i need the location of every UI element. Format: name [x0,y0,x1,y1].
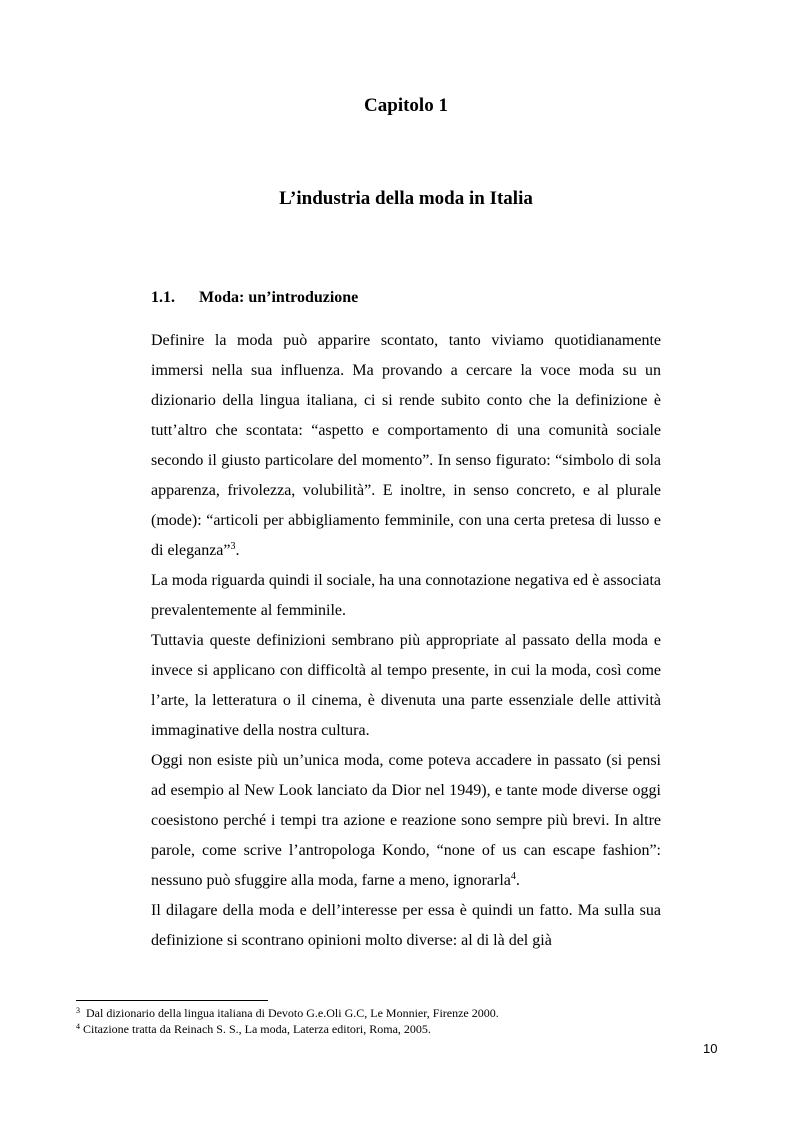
paragraph [151,326,661,566]
section-heading [151,289,358,307]
paragraph-text: Definire la moda può apparire scontato, tanto viviamo quotidianamente immersi nella sua influenza. Ma provando a cercare la voce moda su un dizionario della lingua italiana, ci si rende subito conto che la definizione è tutt’altro che scontata: “aspetto e comportamento di una comunità sociale secondo il giusto particolare del momento”. In senso figurato: “simbolo di sola apparenza, frivolezza, volubilità”. E inoltre, in senso concreto, e al plurale (mode): “articoli per abbigliamento femminile, con una certa pretesa di lusso e di eleganza” [151,332,661,559]
paragraph: Tuttavia queste definizioni sembrano più appropriate al passato della moda e invece si applicano con difficoltà al tempo presente, in cui la moda, così come l’arte, la letteratura o il cinema, è divenuta una parte essenziale delle attività immaginative della nostra cultura. [151,632,661,739]
footnote-text: Citazione tratta da Reinach S. S., La moda, Laterza editori, Roma, 2005. [83,1022,431,1036]
section-number: 1.1. [151,289,175,306]
paragraph-punct: . [235,542,240,559]
footnote-text: Dal dizionario della lingua italiana di Devoto G.e.Oli G.C, Le Monnier, Firenze 2000. [86,1006,499,1020]
footnote [76,1005,726,1021]
paragraph: Il dilagare della moda e dell’interesse per essa è quindi un fatto. Ma sulla sua definizione si scontrano opinioni molto diverse: al di là del già [151,902,661,949]
section-title: Moda: un’introduzione [199,289,359,306]
body-text [151,326,661,956]
footnote [76,1021,726,1037]
footnote-ref: 4 [510,871,516,882]
footnotes [76,1005,726,1037]
footnote-ref: 3 [230,541,236,552]
page-number: 10 [703,1041,718,1056]
paragraph [151,746,661,896]
chapter-heading: Capitolo 1 [364,95,448,116]
footnote-mark: 3 [76,1006,80,1015]
footnote-separator [76,1000,268,1001]
chapter-title: L’industria della moda in Italia [279,188,533,209]
paragraph-punct: . [515,872,520,889]
paragraph-text: Oggi non esiste più un’unica moda, come poteva accadere in passato (si pensi ad esempio al New Look lanciato da Dior nel 1949), e tante mode diverse oggi coesistono perché i tempi tra azione e reazione sono sempre più brevi. In altre parole, come scrive l’antropologa Kondo, “none of us can escape fashion”: nessuno può sfuggire alla moda, farne a meno, ignorarla [151,752,661,889]
paragraph: La moda riguarda quindi il sociale, ha una connotazione negativa ed è associata prevalentemente al femminile. [151,572,661,619]
footnote-mark: 4 [76,1022,80,1031]
